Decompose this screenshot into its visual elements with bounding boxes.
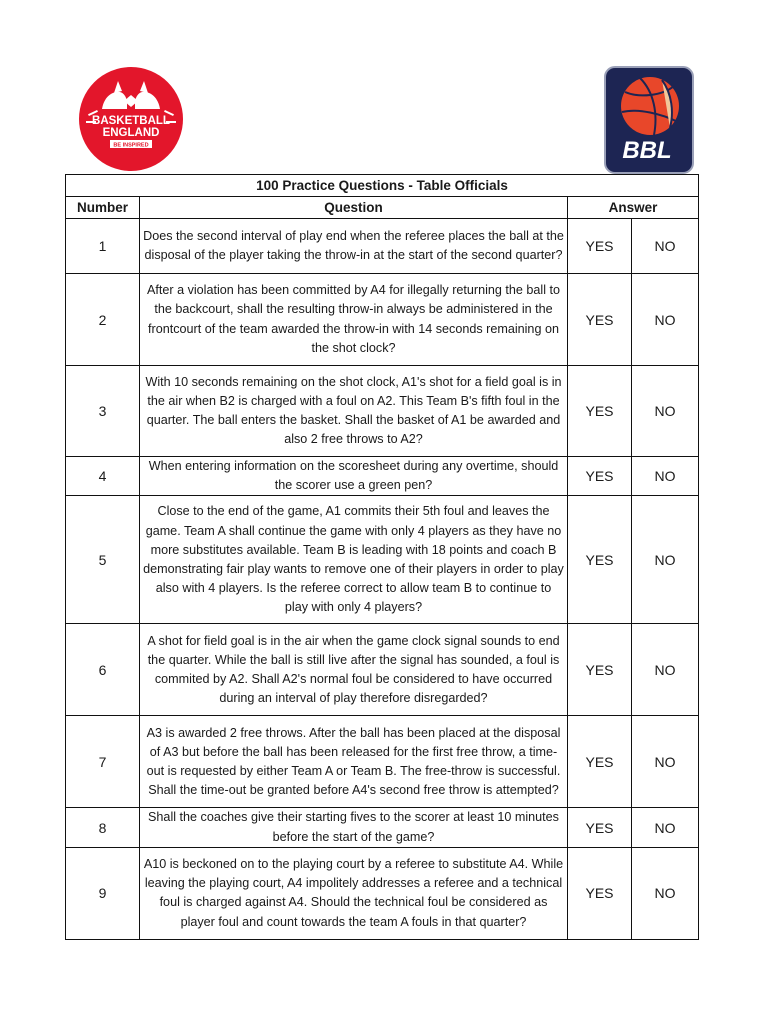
practice-questions-table: [65, 174, 699, 940]
answer-no[interactable]: NO: [632, 366, 699, 457]
question-text: With 10 seconds remaining on the shot clock, A1's shot for a field goal is in the air when B2 is charged with a foul on A2. This Team B's fifth foul in the quarter. The ball enters the basket. Shall the basket of A1 be awarded and also 2 free throws to A2?: [140, 366, 568, 457]
question-text: A3 is awarded 2 free throws. After the ball has been placed at the disposal of A3 but before the ball has been released for the first free throw, a time-out is requested by either Team A or Team B. The free-throw is successful. Shall the time-out be granted before A4's second free throw is attempted?: [140, 716, 568, 808]
basketball-england-logo: [74, 67, 188, 171]
question-row-2: [66, 274, 699, 366]
row-number: 7: [66, 716, 140, 808]
question-row-1: [66, 219, 699, 274]
question-row-9: [66, 847, 699, 939]
row-number: 3: [66, 366, 140, 457]
bbl-logo: [604, 66, 694, 174]
question-text: When entering information on the scoresheet during any overtime, should the scorer use a green pen?: [140, 457, 568, 496]
question-text: A shot for field goal is in the air when the game clock signal sounds to end the quarter. While the ball is still live after the signal has sounded, a foul is commited by A2. Shall A2's normal foul be considered to have occurred during an interval of play therefore disregarded?: [140, 624, 568, 716]
row-number: 4: [66, 457, 140, 496]
answer-no[interactable]: NO: [632, 274, 699, 366]
answer-no[interactable]: NO: [632, 847, 699, 939]
answer-no[interactable]: NO: [632, 219, 699, 274]
question-text: Shall the coaches give their starting fives to the scorer at least 10 minutes before the start of the game?: [140, 808, 568, 847]
answer-yes[interactable]: YES: [568, 457, 632, 496]
logo-left-tagline: BE INSPIRED: [113, 142, 149, 149]
answer-no[interactable]: NO: [632, 496, 699, 624]
question-row-5: [66, 496, 699, 624]
answer-yes[interactable]: YES: [568, 847, 632, 939]
question-row-3: [66, 366, 699, 457]
answer-yes[interactable]: YES: [568, 624, 632, 716]
question-row-8: [66, 808, 699, 847]
row-number: 2: [66, 274, 140, 366]
logo-left-line2: ENGLAND: [102, 127, 160, 139]
answer-yes[interactable]: YES: [568, 274, 632, 366]
header-answer: Answer: [568, 197, 699, 219]
question-row-4: [66, 457, 699, 496]
answer-no[interactable]: NO: [632, 624, 699, 716]
basketball-icon: [621, 77, 679, 135]
answer-no[interactable]: NO: [632, 457, 699, 496]
row-number: 5: [66, 496, 140, 624]
question-text: Does the second interval of play end when the referee places the ball at the disposal of the player taking the throw-in at the start of the second quarter?: [140, 219, 568, 274]
question-text: A10 is beckoned on to the playing court by a referee to substitute A4. While leaving the playing court, A4 impolitely addresses a referee and a technical foul is charged against A4. Should the technical foul be considered as player foul and count towards the team A fouls in that quarter?: [140, 847, 568, 939]
row-number: 9: [66, 847, 140, 939]
row-number: 6: [66, 624, 140, 716]
answer-yes[interactable]: YES: [568, 219, 632, 274]
logo-left-line1: BASKETBALL: [92, 115, 170, 127]
question-text: After a violation has been committed by A4 for illegally returning the ball to the backcourt, shall the resulting throw-in always be administered in the frontcourt of the team awarded the throw-in with 14 seconds remaining on the shot clock?: [140, 274, 568, 366]
answer-yes[interactable]: YES: [568, 366, 632, 457]
question-row-7: [66, 716, 699, 808]
header-number: Number: [66, 197, 140, 219]
answer-no[interactable]: NO: [632, 808, 699, 847]
answer-yes[interactable]: YES: [568, 716, 632, 808]
question-text: Close to the end of the game, A1 commits their 5th foul and leaves the game. Team A shall continue the game with only 4 players as they have no more substitutes available. Team B is leading with 18 points and coach B demonstrating fair play wants to remove one of their players in order to play also with 4 players. Is the referee correct to allow team B to continue to play with only 4 players?: [140, 496, 568, 624]
answer-yes[interactable]: YES: [568, 496, 632, 624]
row-number: 1: [66, 219, 140, 274]
logo-right-text: BBL: [622, 137, 672, 164]
answer-yes[interactable]: YES: [568, 808, 632, 847]
question-row-6: [66, 624, 699, 716]
answer-no[interactable]: NO: [632, 716, 699, 808]
header-question: Question: [140, 197, 568, 219]
row-number: 8: [66, 808, 140, 847]
table-title: 100 Practice Questions - Table Officials: [66, 175, 699, 197]
